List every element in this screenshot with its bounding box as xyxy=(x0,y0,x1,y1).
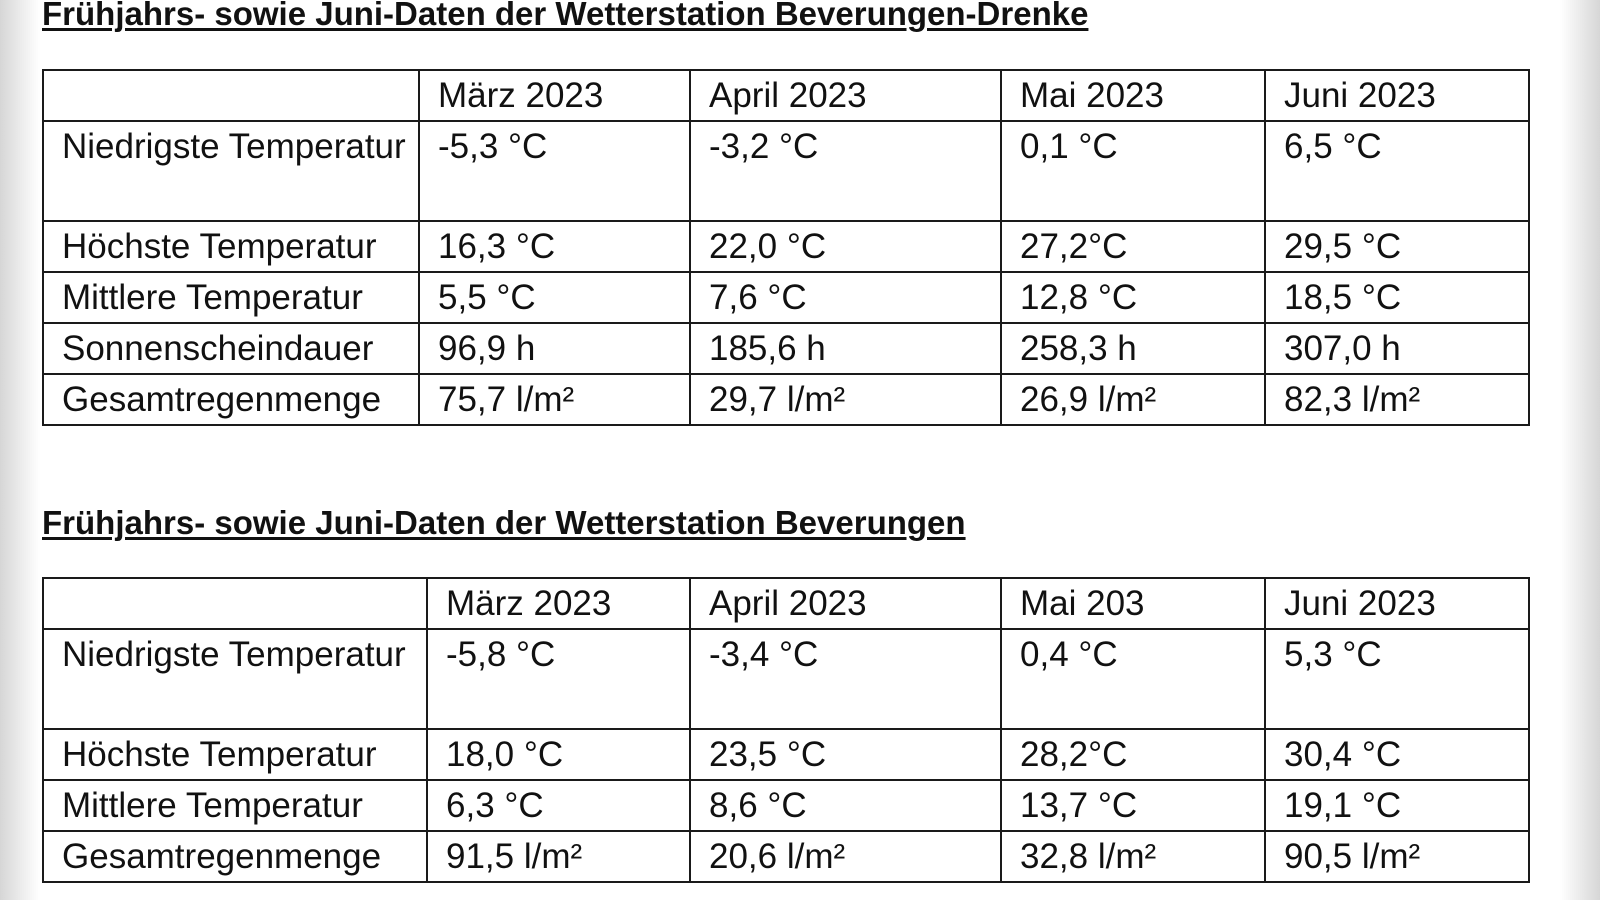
header-cell-empty xyxy=(43,70,419,121)
table-cell: 258,3 h xyxy=(1001,323,1265,374)
table-cell: -3,2 °C xyxy=(690,121,1001,221)
table-cell: 27,2°C xyxy=(1001,221,1265,272)
table-cell: 32,8 l/m² xyxy=(1001,831,1265,882)
table-cell: 0,1 °C xyxy=(1001,121,1265,221)
row-label: Höchste Temperatur xyxy=(43,221,419,272)
table-cell: 29,5 °C xyxy=(1265,221,1529,272)
table-row xyxy=(43,780,1529,831)
table-cell: 23,5 °C xyxy=(690,729,1001,780)
row-label: Mittlere Temperatur xyxy=(43,272,419,323)
table-cell: 30,4 °C xyxy=(1265,729,1529,780)
row-label: Niedrigste Temperatur xyxy=(43,629,427,729)
table-cell: 18,0 °C xyxy=(427,729,690,780)
table-cell: 26,9 l/m² xyxy=(1001,374,1265,425)
table-cell: 12,8 °C xyxy=(1001,272,1265,323)
header-cell-maerz: März 2023 xyxy=(427,578,690,629)
header-cell-april: April 2023 xyxy=(690,70,1001,121)
weather-table-drenke xyxy=(42,69,1530,426)
table-row xyxy=(43,629,1529,729)
header-cell-empty xyxy=(43,578,427,629)
row-label: Niedrigste Temperatur xyxy=(43,121,419,221)
table-cell: 307,0 h xyxy=(1265,323,1529,374)
blurred-right-margin xyxy=(1560,0,1600,900)
table-cell: 6,5 °C xyxy=(1265,121,1529,221)
table-cell: 5,5 °C xyxy=(419,272,690,323)
header-cell-juni: Juni 2023 xyxy=(1265,578,1529,629)
table-cell: 20,6 l/m² xyxy=(690,831,1001,882)
row-label: Sonnenscheindauer xyxy=(43,323,419,374)
table-cell: 90,5 l/m² xyxy=(1265,831,1529,882)
weather-table-beverungen xyxy=(42,577,1530,883)
table-cell: -5,3 °C xyxy=(419,121,690,221)
header-cell-maerz: März 2023 xyxy=(419,70,690,121)
table-cell: 13,7 °C xyxy=(1001,780,1265,831)
header-cell-april: April 2023 xyxy=(690,578,1001,629)
table-row xyxy=(43,121,1529,221)
table-cell: 16,3 °C xyxy=(419,221,690,272)
table-cell: 75,7 l/m² xyxy=(419,374,690,425)
table-row xyxy=(43,831,1529,882)
table-cell: 82,3 l/m² xyxy=(1265,374,1529,425)
blurred-left-margin xyxy=(0,0,40,900)
section-title-beverungen: Frühjahrs- sowie Juni-Daten der Wetterstation Beverungen xyxy=(42,504,966,541)
table-row xyxy=(43,729,1529,780)
header-cell-mai: Mai 203 xyxy=(1001,578,1265,629)
table-row xyxy=(43,272,1529,323)
table-row xyxy=(43,221,1529,272)
header-cell-mai: Mai 2023 xyxy=(1001,70,1265,121)
section-title-drenke: Frühjahrs- sowie Juni-Daten der Wetterstation Beverungen-Drenke xyxy=(42,0,1089,32)
table-cell: 19,1 °C xyxy=(1265,780,1529,831)
table-header-row xyxy=(43,578,1529,629)
table-cell: 18,5 °C xyxy=(1265,272,1529,323)
table-cell: 91,5 l/m² xyxy=(427,831,690,882)
table-cell: 22,0 °C xyxy=(690,221,1001,272)
table-row xyxy=(43,323,1529,374)
row-label: Mittlere Temperatur xyxy=(43,780,427,831)
document-page xyxy=(40,0,1560,900)
table-cell: -5,8 °C xyxy=(427,629,690,729)
table-cell: 29,7 l/m² xyxy=(690,374,1001,425)
table-row xyxy=(43,374,1529,425)
table-cell: 185,6 h xyxy=(690,323,1001,374)
row-label: Gesamtregenmenge xyxy=(43,831,427,882)
row-label: Gesamtregenmenge xyxy=(43,374,419,425)
table-cell: 8,6 °C xyxy=(690,780,1001,831)
table-cell: 0,4 °C xyxy=(1001,629,1265,729)
row-label: Höchste Temperatur xyxy=(43,729,427,780)
table-cell: 96,9 h xyxy=(419,323,690,374)
table-header-row xyxy=(43,70,1529,121)
header-cell-juni: Juni 2023 xyxy=(1265,70,1529,121)
table-cell: 7,6 °C xyxy=(690,272,1001,323)
table-cell: 6,3 °C xyxy=(427,780,690,831)
table-cell: 5,3 °C xyxy=(1265,629,1529,729)
table-cell: 28,2°C xyxy=(1001,729,1265,780)
table-cell: -3,4 °C xyxy=(690,629,1001,729)
